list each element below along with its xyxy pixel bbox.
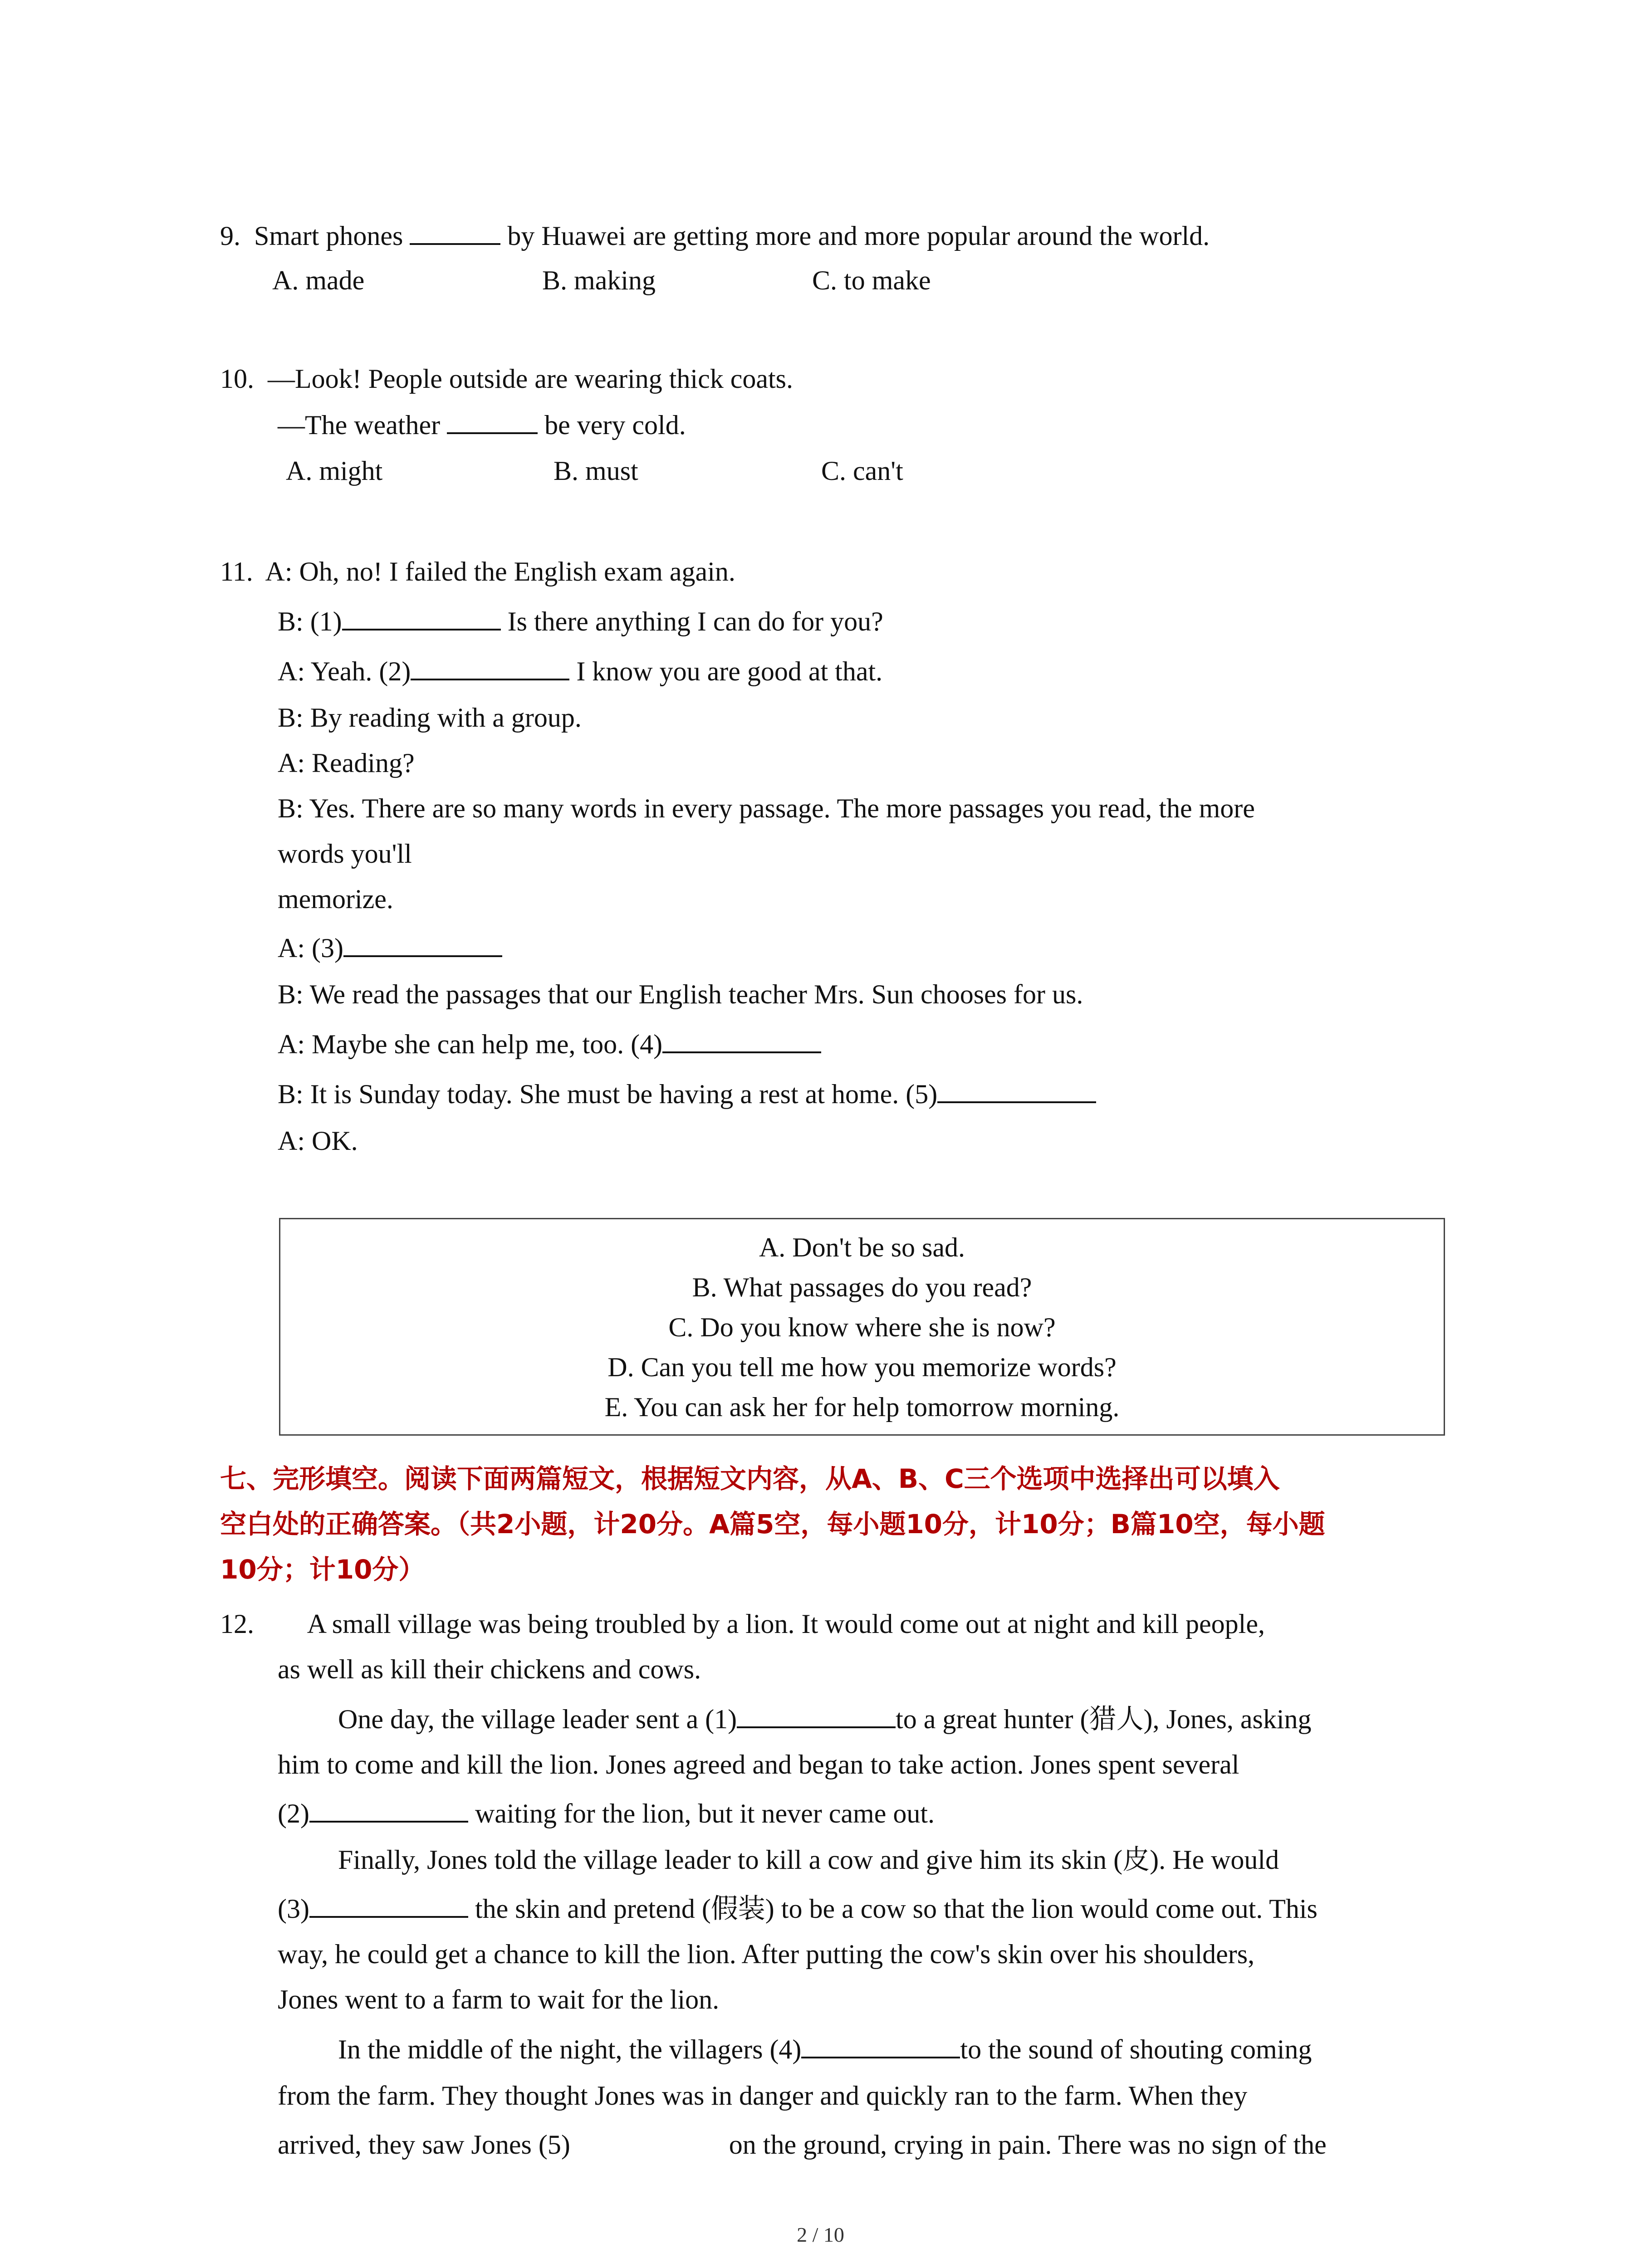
answer-blank: [447, 407, 538, 434]
q12-p4-line1: [338, 2031, 1312, 2068]
q10-line1-text: —Look! People outside are wearing thick coats.: [268, 364, 793, 394]
question-number: 12.: [220, 1609, 254, 1639]
q12-p3-line4: Jones went to a farm to wait for the lion.: [278, 1984, 720, 2014]
passage-text: (3): [278, 1894, 309, 1924]
q10-line2: [278, 407, 686, 443]
choice-b: B. What passages do you read?: [692, 1272, 1032, 1302]
q11-line2: [278, 603, 883, 640]
dialogue-line-before: B: (1): [278, 606, 342, 636]
cloze-blank-4: [801, 2031, 960, 2058]
passage-text: One day, the village leader sent a (1): [338, 1704, 737, 1734]
q11-line13: A: OK.: [278, 1126, 358, 1156]
answer-blank-5: [937, 1076, 1096, 1103]
q12-p3-line3: way, he could get a chance to kill the lion. After putting the cow's skin over his shoulders,: [278, 1939, 1255, 1969]
q11-line10: B: We read the passages that our English teacher Mrs. Sun chooses for us.: [278, 979, 1083, 1009]
q9-stem: [220, 218, 1210, 254]
answer-blank-4: [662, 1026, 821, 1053]
passage-text: In the middle of the night, the villagers (4): [338, 2034, 802, 2064]
q11-line11: [278, 1026, 821, 1062]
dialogue-line-before: A: (3): [278, 933, 343, 963]
q9-stem-after: by Huawei are getting more and more popular around the world.: [507, 221, 1210, 251]
passage-text: (2): [278, 1799, 309, 1828]
question-number: 10.: [220, 364, 254, 394]
passage-text: waiting for the lion, but it never came out.: [468, 1799, 935, 1828]
q12-p1-line1: [220, 1606, 1265, 1642]
answer-blank-3: [343, 930, 502, 957]
passage-text: on the ground, crying in pain. There was no sign of the: [729, 2130, 1327, 2160]
cloze-blank-2: [309, 1795, 468, 1823]
q9-option-b: B. making: [542, 265, 656, 295]
q12-p3-line1: Finally, Jones told the village leader to kill a cow and give him its skin (皮). He would: [338, 1845, 1279, 1875]
q10-line2-before: —The weather: [278, 410, 441, 440]
answer-blank-1: [342, 603, 501, 631]
q10-line1: [220, 361, 793, 397]
choice-c: C. Do you know where she is now?: [668, 1312, 1056, 1342]
q11-line4: B: By reading with a group.: [278, 703, 582, 733]
section-heading-line3: 10分；计10分）: [220, 1554, 425, 1585]
q9-option-a: A. made: [272, 265, 365, 295]
passage-text: A small village was being troubled by a lion. It would come out at night and kill people,: [307, 1609, 1265, 1639]
dialogue-line-before: A: Yeah. (2): [278, 656, 411, 686]
dialogue-line-after: I know you are good at that.: [569, 656, 883, 686]
page-number: 2 / 10: [797, 2223, 844, 2246]
dialogue-line-before: B: It is Sunday today. She must be having a rest at home. (5): [278, 1079, 938, 1109]
cloze-blank-1: [737, 1701, 896, 1728]
q10-line2-after: be very cold.: [544, 410, 686, 440]
q11-line1: [220, 553, 735, 590]
q12-p1-line2: as well as kill their chickens and cows.: [278, 1654, 701, 1684]
passage-text: arrived, they saw Jones (5): [278, 2130, 570, 2160]
q12-p2-line2: him to come and kill the lion. Jones agreed and began to take action. Jones spent several: [278, 1750, 1239, 1779]
passage-text: the skin and pretend (假装) to be a cow so that the lion would come out. This: [468, 1894, 1318, 1924]
choice-d: D. Can you tell me how you memorize words?: [607, 1352, 1117, 1382]
choices-box: [279, 1218, 1445, 1436]
q12-p4-line2: from the farm. They thought Jones was in danger and quickly ran to the farm. When they: [278, 2081, 1248, 2111]
passage-text: to the sound of shouting coming: [960, 2034, 1312, 2064]
q12-p2-line3: [278, 1795, 935, 1832]
answer-blank: [410, 218, 500, 245]
dialogue-line: A: Oh, no! I failed the English exam again.: [265, 557, 735, 587]
cloze-blank-3: [309, 1891, 468, 1918]
q12-p4-line3: [278, 2126, 1327, 2163]
q9-stem-before: Smart phones: [254, 221, 403, 251]
answer-blank-2: [411, 653, 569, 680]
question-number: 9.: [220, 221, 240, 251]
q10-option-c: C. can't: [821, 456, 903, 486]
dialogue-line-before: A: Maybe she can help me, too. (4): [278, 1029, 663, 1059]
q11-line7: words you'll: [278, 839, 412, 869]
q12-p2-line1: [338, 1701, 1312, 1737]
q11-line3: [278, 653, 882, 689]
section-heading-line2: 空白处的正确答案。（共2小题，计20分。A篇5空，每小题10分，计10分；B篇10空，每小题: [220, 1509, 1325, 1540]
q11-line9: [278, 930, 502, 966]
q11-line6: B: Yes. There are so many words in every passage. The more passages you read, the more: [278, 793, 1255, 823]
q12-p3-line2: [278, 1891, 1318, 1927]
question-number: 11.: [220, 557, 253, 587]
q9-option-c: C. to make: [812, 265, 931, 295]
q11-line5: A: Reading?: [278, 748, 415, 778]
q10-option-a: A. might: [286, 456, 383, 486]
choice-a: A. Don't be so sad.: [759, 1232, 965, 1262]
q11-line8: memorize.: [278, 884, 393, 914]
section-heading-line1: 七、完形填空。阅读下面两篇短文，根据短文内容，从A、B、C三个选项中选择出可以填入: [220, 1463, 1280, 1494]
dialogue-line-after: Is there anything I can do for you?: [500, 606, 883, 636]
q11-line12: [278, 1076, 1096, 1112]
q10-option-b: B. must: [554, 456, 638, 486]
passage-text: to a great hunter (猎人), Jones, asking: [896, 1704, 1312, 1734]
choice-e: E. You can ask her for help tomorrow morning.: [604, 1392, 1120, 1422]
